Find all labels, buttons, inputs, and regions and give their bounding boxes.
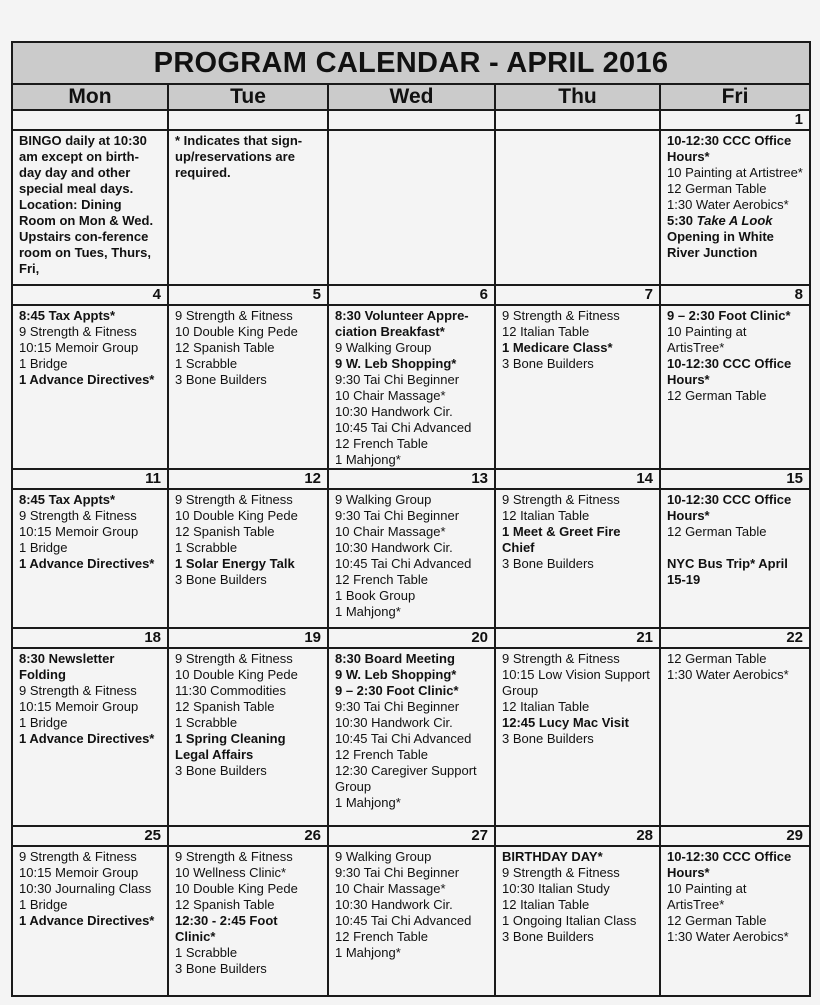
- date-number-wed: [328, 110, 495, 130]
- event-item: BIRTHDAY DAY*: [502, 849, 603, 864]
- event-item: 9 Strength & Fitness: [175, 849, 293, 864]
- event-item: 10:45 Tai Chi Advanced: [335, 913, 472, 928]
- event-item: 1 Mahjong*: [335, 604, 401, 619]
- event-item: 12 Spanish Table: [175, 524, 275, 539]
- event-item: 10-12:30 CCC Office Hours*: [667, 356, 792, 387]
- event-item: 10:30 Journaling Class: [19, 881, 152, 896]
- event-item: 9 – 2:30 Foot Clinic*: [667, 308, 791, 323]
- date-number-thu: [495, 110, 660, 130]
- date-number-tue: 26: [168, 826, 328, 846]
- event-item: 3 Bone Builders: [502, 731, 594, 746]
- event-item: 9 – 2:30 Foot Clinic*: [335, 683, 459, 698]
- events-row: [12, 489, 810, 628]
- day-cell-wed: [328, 305, 495, 469]
- events-row: [12, 130, 810, 285]
- day-cell-thu: [495, 130, 660, 285]
- day-cell-mon: [12, 305, 168, 469]
- weekday-header-row: [12, 84, 810, 110]
- event-item: 3 Bone Builders: [502, 556, 594, 571]
- event-item: 1 Bridge: [19, 715, 68, 730]
- event-item: 1 Bridge: [19, 356, 68, 371]
- event-item: 10:15 Low Vision Support Group: [502, 667, 650, 698]
- date-number-fri: 8: [660, 285, 810, 305]
- event-item: 9 Walking Group: [335, 492, 432, 507]
- day-cell-mon: [12, 846, 168, 996]
- event-item: 9:30 Tai Chi Beginner: [335, 699, 460, 714]
- day-cell-mon: [12, 648, 168, 826]
- date-number-fri: 15: [660, 469, 810, 489]
- event-item: 8:45 Tax Appts*: [19, 492, 116, 507]
- event-item: 1 Advance Directives*: [19, 731, 155, 746]
- event-item: 9:30 Tai Chi Beginner: [335, 508, 460, 523]
- event-item: 3 Bone Builders: [175, 961, 267, 976]
- event-item: 1 Scrabble: [175, 945, 238, 960]
- day-cell-fri: [660, 130, 810, 285]
- day-cell-mon: [12, 489, 168, 628]
- event-item: 3 Bone Builders: [175, 763, 267, 778]
- date-row: [12, 469, 810, 489]
- event-item: 10 Double King Pede: [175, 324, 298, 339]
- events-row: [12, 846, 810, 996]
- day-cell-wed: [328, 489, 495, 628]
- event-item: 12 German Table: [667, 388, 767, 403]
- date-number-mon: 4: [12, 285, 168, 305]
- event-item: 10 Double King Pede: [175, 508, 298, 523]
- date-number-tue: 12: [168, 469, 328, 489]
- event-item: 1 Meet & Greet Fire Chief: [502, 524, 621, 555]
- event-item: 9 Walking Group: [335, 849, 432, 864]
- event-item: NYC Bus Trip* April 15-19: [667, 556, 788, 587]
- event-item: 10:45 Tai Chi Advanced: [335, 420, 472, 435]
- event-item: 9 Strength & Fitness: [175, 308, 293, 323]
- event-item: 1 Scrabble: [175, 356, 238, 371]
- date-number-fri: 22: [660, 628, 810, 648]
- event-item: 8:30 Newsletter Folding: [19, 651, 115, 682]
- event-item: 1 Advance Directives*: [19, 372, 155, 387]
- event-item: 1 Bridge: [19, 897, 68, 912]
- date-number-tue: [168, 110, 328, 130]
- event-item: 3 Bone Builders: [175, 572, 267, 587]
- event-item: [667, 213, 803, 261]
- day-cell-thu: [495, 846, 660, 996]
- event-item: 1 Book Group: [335, 588, 416, 603]
- day-cell-mon: [12, 130, 168, 285]
- event-item: 12 French Table: [335, 929, 428, 944]
- event-item: 12 Spanish Table: [175, 340, 275, 355]
- event-item: 10:15 Memoir Group: [19, 699, 139, 714]
- event-item: 3 Bone Builders: [502, 929, 594, 944]
- event-item: 12 French Table: [335, 436, 428, 451]
- event-item: 8:45 Tax Appts*: [19, 308, 116, 323]
- date-number-wed: 13: [328, 469, 495, 489]
- day-cell-tue: [168, 846, 328, 996]
- event-item: 3 Bone Builders: [175, 372, 267, 387]
- event-item: 1:30 Water Aerobics*: [667, 667, 789, 682]
- event-item: 10:45 Tai Chi Advanced: [335, 556, 472, 571]
- event-item: 9 Strength & Fitness: [19, 683, 137, 698]
- day-cell-tue: [168, 489, 328, 628]
- day-cell-tue: [168, 305, 328, 469]
- event-item: 10 Wellness Clinic*: [175, 865, 287, 880]
- event-item: 9 W. Leb Shopping*: [335, 356, 457, 371]
- weekday-wed: Wed: [328, 84, 495, 110]
- event-item: 10:30 Italian Study: [502, 881, 610, 896]
- event-item: 10:45 Tai Chi Advanced: [335, 731, 472, 746]
- event-item: 12 Italian Table: [502, 699, 590, 714]
- event-item: 10 Painting at ArtisTree*: [667, 881, 747, 912]
- event-item: 12:45 Lucy Mac Visit: [502, 715, 629, 730]
- event-item: 1 Scrabble: [175, 715, 238, 730]
- event-item: 12 Spanish Table: [175, 897, 275, 912]
- event-item: 10:15 Memoir Group: [19, 340, 139, 355]
- event-item: 3 Bone Builders: [502, 356, 594, 371]
- day-cell-fri: [660, 489, 810, 628]
- event-item: 12 Italian Table: [502, 508, 590, 523]
- event-item: 10-12:30 CCC Office Hours*: [667, 133, 792, 164]
- event-item: 10 Chair Massage*: [335, 881, 446, 896]
- date-number-mon: 18: [12, 628, 168, 648]
- date-row: [12, 285, 810, 305]
- date-number-mon: [12, 110, 168, 130]
- event-item: 1 Solar Energy Talk: [175, 556, 295, 571]
- date-number-fri: 29: [660, 826, 810, 846]
- day-cell-thu: [495, 489, 660, 628]
- date-number-thu: 21: [495, 628, 660, 648]
- event-item: 9:30 Tai Chi Beginner: [335, 865, 460, 880]
- event-item: 10:30 Handwork Cir.: [335, 540, 453, 555]
- event-item: 1 Mahjong*: [335, 452, 401, 467]
- day-cell-thu: [495, 648, 660, 826]
- event-item: 9 Strength & Fitness: [502, 308, 620, 323]
- date-row: [12, 628, 810, 648]
- event-item: 9 Strength & Fitness: [175, 651, 293, 666]
- event-item: 9 Strength & Fitness: [19, 849, 137, 864]
- program-calendar: [11, 41, 811, 997]
- event-item: 12 German Table: [667, 651, 767, 666]
- event-item: 9 W. Leb Shopping*: [335, 667, 457, 682]
- event-item: 12 German Table: [667, 913, 767, 928]
- event-item: 1 Medicare Class*: [502, 340, 613, 355]
- event-item: 10 Double King Pede: [175, 881, 298, 896]
- event-item: 1 Mahjong*: [335, 945, 401, 960]
- event-item: 10 Chair Massage*: [335, 388, 446, 403]
- date-number-tue: 5: [168, 285, 328, 305]
- day-cell-thu: [495, 305, 660, 469]
- event-item: 9 Strength & Fitness: [175, 492, 293, 507]
- event-item: 11:30 Commodities: [175, 683, 287, 698]
- event-item: 9 Strength & Fitness: [502, 865, 620, 880]
- event-item: 1:30 Water Aerobics*: [667, 197, 789, 212]
- date-number-wed: 6: [328, 285, 495, 305]
- event-item: 8:30 Board Meeting: [335, 651, 455, 666]
- event-item: 10-12:30 CCC Office Hours*: [667, 849, 792, 880]
- event-item: 1 Ongoing Italian Class: [502, 913, 637, 928]
- date-number-wed: 20: [328, 628, 495, 648]
- event-time: 5:30: [667, 213, 697, 228]
- calendar-title: PROGRAM CALENDAR - APRIL 2016: [12, 42, 810, 84]
- event-item: 10:30 Handwork Cir.: [335, 897, 453, 912]
- day-cell-wed: [328, 648, 495, 826]
- event-item: 10:30 Handwork Cir.: [335, 715, 453, 730]
- event-item: 10-12:30 CCC Office Hours*: [667, 492, 792, 523]
- event-item: 12 German Table: [667, 181, 767, 196]
- date-number-tue: 19: [168, 628, 328, 648]
- event-item: 9:30 Tai Chi Beginner: [335, 372, 460, 387]
- events-row: [12, 648, 810, 826]
- day-cell-fri: [660, 648, 810, 826]
- date-number-mon: 25: [12, 826, 168, 846]
- event-item: 9 Walking Group: [335, 340, 432, 355]
- day-cell-fri: [660, 846, 810, 996]
- day-cell-fri: [660, 305, 810, 469]
- day-cell-tue: [168, 130, 328, 285]
- event-item: 9 Strength & Fitness: [502, 651, 620, 666]
- event-item: 10 Painting at Artistree*: [667, 165, 803, 180]
- event-item: 10:15 Memoir Group: [19, 524, 139, 539]
- event-item: 8:30 Volunteer Appre-ciation Breakfast*: [335, 308, 469, 339]
- event-item: 10:15 Memoir Group: [19, 865, 139, 880]
- date-number-wed: 27: [328, 826, 495, 846]
- weekday-fri: Fri: [660, 84, 810, 110]
- event-item: 12 Spanish Table: [175, 699, 275, 714]
- event-item: 1 Spring Cleaning Legal Affairs: [175, 731, 286, 762]
- event-item: 1 Scrabble: [175, 540, 238, 555]
- date-number-mon: 11: [12, 469, 168, 489]
- day-cell-wed: [328, 846, 495, 996]
- event-item: 9 Strength & Fitness: [502, 492, 620, 507]
- date-row: [12, 826, 810, 846]
- event-item: 1 Advance Directives*: [19, 556, 155, 571]
- event-item: 12 French Table: [335, 747, 428, 762]
- event-item: 12 Italian Table: [502, 324, 590, 339]
- event-item: 10 Painting at ArtisTree*: [667, 324, 747, 355]
- event-item: 9 Strength & Fitness: [19, 324, 137, 339]
- event-item: 9 Strength & Fitness: [19, 508, 137, 523]
- day-cell-wed: [328, 130, 495, 285]
- date-number-thu: 7: [495, 285, 660, 305]
- event-item: 10 Chair Massage*: [335, 524, 446, 539]
- event-title-italic: Take A Look: [696, 213, 773, 228]
- weekday-mon: Mon: [12, 84, 168, 110]
- event-item: 12 German Table: [667, 524, 767, 539]
- event-item: 1 Mahjong*: [335, 795, 401, 810]
- event-item: 1:30 Water Aerobics*: [667, 929, 789, 944]
- event-item: 10 Double King Pede: [175, 667, 298, 682]
- weekday-thu: Thu: [495, 84, 660, 110]
- date-row: [12, 110, 810, 130]
- event-location: Opening in White River Junction: [667, 229, 774, 260]
- events-row: [12, 305, 810, 469]
- event-item: 12:30 - 2:45 Foot Clinic*: [175, 913, 278, 944]
- event-item: 1 Advance Directives*: [19, 913, 155, 928]
- event-item: BINGO daily at 10:30 am except on birth-day day and other special meal days. Location: Dining Room on Mon & Wed. Upstairs con-ference room on Tues, Thurs, Fri,: [19, 133, 154, 276]
- weekday-tue: Tue: [168, 84, 328, 110]
- date-number-thu: 14: [495, 469, 660, 489]
- day-cell-tue: [168, 648, 328, 826]
- date-number-thu: 28: [495, 826, 660, 846]
- event-item: 12 French Table: [335, 572, 428, 587]
- event-item: 10:30 Handwork Cir.: [335, 404, 453, 419]
- event-item: * Indicates that sign-up/reservations are required.: [175, 133, 303, 180]
- event-item: 1 Bridge: [19, 540, 68, 555]
- calendar-body: [12, 110, 810, 996]
- event-item: 12:30 Caregiver Support Group: [335, 763, 477, 794]
- event-item: 12 Italian Table: [502, 897, 590, 912]
- date-number-fri: 1: [660, 110, 810, 130]
